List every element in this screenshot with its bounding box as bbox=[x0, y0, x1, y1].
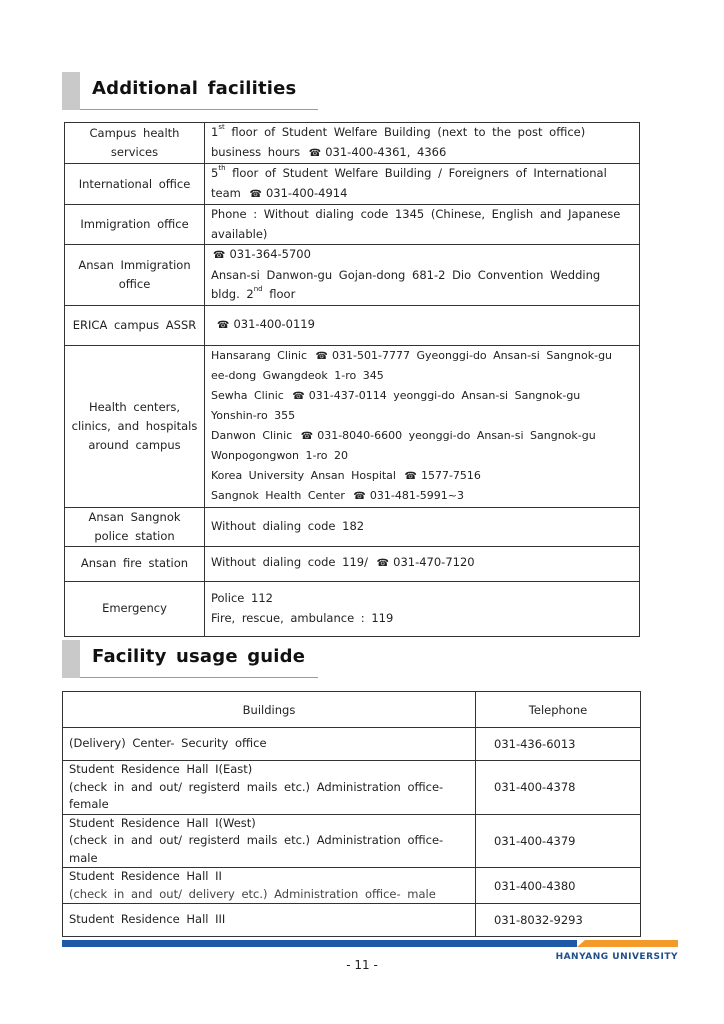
phone-icon: ☎ bbox=[404, 470, 417, 482]
footer-band bbox=[62, 940, 678, 947]
table-row bbox=[63, 761, 641, 815]
page-number: - 11 - bbox=[346, 958, 378, 972]
facility-detail: Phone : Without dialing code 1345 (Chinese, English and Japanese available) bbox=[205, 205, 640, 245]
footer-band-blue bbox=[62, 940, 577, 947]
table-row bbox=[65, 164, 640, 205]
clinic-line: Korea University Ansan Hospital ☎ 1577-7516 bbox=[211, 468, 481, 482]
facility-name: ERICA campus ASSR bbox=[65, 305, 205, 345]
building-cell: Student Residence Hall II (check in and out/ delivery etc.) Administration office- male bbox=[63, 868, 476, 904]
facilities-table bbox=[64, 122, 640, 637]
facility-detail: 5th floor of Student Welfare Building / Foreigners of International team ☎ 031-400-4914 bbox=[205, 164, 640, 205]
phone-icon: ☎ bbox=[376, 558, 390, 570]
phone-icon: ☎ bbox=[315, 350, 329, 362]
telephone-header: Telephone bbox=[476, 692, 641, 728]
telephone-cell: 031-8032-9293 bbox=[476, 904, 641, 937]
section-underline bbox=[80, 109, 318, 110]
facility-detail: ☎ 031-364-5700 Ansan-si Danwon-gu Gojan-dong 681-2 Dio Convention Wedding bldg. 2nd floor bbox=[205, 245, 640, 306]
telephone-cell: 031-400-4380 bbox=[476, 868, 641, 904]
table-row bbox=[65, 546, 640, 581]
clinic-line: Yonshin-ro 355 bbox=[211, 409, 296, 422]
facility-detail: Police 112 Fire, rescue, ambulance : 119 bbox=[205, 581, 640, 636]
section-underline bbox=[80, 677, 318, 678]
facility-detail bbox=[205, 345, 640, 507]
phone-icon: ☎ bbox=[300, 430, 314, 442]
phone-icon: ☎ bbox=[308, 147, 322, 159]
usage-section-header bbox=[62, 640, 318, 678]
table-row bbox=[65, 305, 640, 345]
clinic-line: ee-dong Gwangdeok 1-ro 345 bbox=[211, 369, 384, 382]
building-cell: Student Residence Hall III bbox=[63, 904, 476, 937]
facility-name: Immigration office bbox=[65, 205, 205, 245]
facilities-title: Additional facilities bbox=[92, 78, 297, 99]
table-row bbox=[65, 205, 640, 245]
phone-icon: ☎ bbox=[353, 491, 366, 502]
facility-name: Ansan Immigration office bbox=[65, 245, 205, 306]
table-row bbox=[65, 581, 640, 636]
clinic-line: Hansarang Clinic ☎ 031-501-7777 Gyeonggi-do Ansan-si Sangnok-gu bbox=[211, 348, 613, 362]
telephone-cell: 031-400-4378 bbox=[476, 761, 641, 815]
facility-name: Health centers, clinics, and hospitals around campus bbox=[65, 345, 205, 507]
building-cell: Student Residence Hall I(West) (check in and out/ registerd mails etc.) Administration office- male bbox=[63, 814, 476, 868]
footer-band-orange bbox=[577, 940, 678, 947]
clinic-line: Wonpogongwon 1-ro 20 bbox=[211, 449, 348, 462]
table-row bbox=[63, 728, 641, 761]
telephone-cell: 031-436-6013 bbox=[476, 728, 641, 761]
clinic-line: Sewha Clinic ☎ 031-437-0114 yeonggi-do Ansan-si Sangnok-gu bbox=[211, 388, 581, 402]
section-marker bbox=[62, 72, 80, 110]
buildings-header: Buildings bbox=[63, 692, 476, 728]
table-row bbox=[63, 904, 641, 937]
facility-name: International office bbox=[65, 164, 205, 205]
building-cell: (Delivery) Center- Security office bbox=[63, 728, 476, 761]
facility-name: Campus health services bbox=[65, 123, 205, 164]
building-cell: Student Residence Hall I(East) (check in and out/ registerd mails etc.) Administration office- female bbox=[63, 761, 476, 815]
facility-detail: 1st floor of Student Welfare Building (next to the post office) business hours ☎ 031-400-4361, 4366 bbox=[205, 123, 640, 164]
table-row bbox=[63, 814, 641, 868]
table-header-row bbox=[63, 692, 641, 728]
usage-table bbox=[62, 691, 641, 937]
phone-icon: ☎ bbox=[217, 319, 230, 331]
section-marker bbox=[62, 640, 80, 678]
table-row bbox=[63, 868, 641, 904]
usage-title: Facility usage guide bbox=[92, 646, 306, 667]
university-logo: HANYANG UNIVERSITY bbox=[555, 952, 678, 962]
facility-name: Ansan Sangnok police station bbox=[65, 507, 205, 546]
facility-detail: Without dialing code 119/ ☎ 031-470-7120 bbox=[205, 546, 640, 581]
table-row bbox=[65, 507, 640, 546]
phone-icon: ☎ bbox=[292, 390, 305, 402]
clinic-line: Danwon Clinic ☎ 031-8040-6600 yeonggi-do Ansan-si Sangnok-gu bbox=[211, 428, 596, 442]
facility-detail: Without dialing code 182 bbox=[205, 507, 640, 546]
facility-name: Ansan fire station bbox=[65, 546, 205, 581]
facility-name: Emergency bbox=[65, 581, 205, 636]
table-row bbox=[65, 123, 640, 164]
table-row bbox=[65, 245, 640, 306]
telephone-cell: 031-400-4379 bbox=[476, 814, 641, 868]
facility-detail: ☎ 031-400-0119 bbox=[205, 305, 640, 345]
table-row bbox=[65, 345, 640, 507]
phone-icon: ☎ bbox=[213, 250, 226, 261]
phone-icon: ☎ bbox=[249, 188, 262, 200]
facilities-section-header bbox=[62, 72, 318, 110]
clinic-line: Sangnok Health Center ☎ 031-481-5991~3 bbox=[211, 489, 464, 502]
